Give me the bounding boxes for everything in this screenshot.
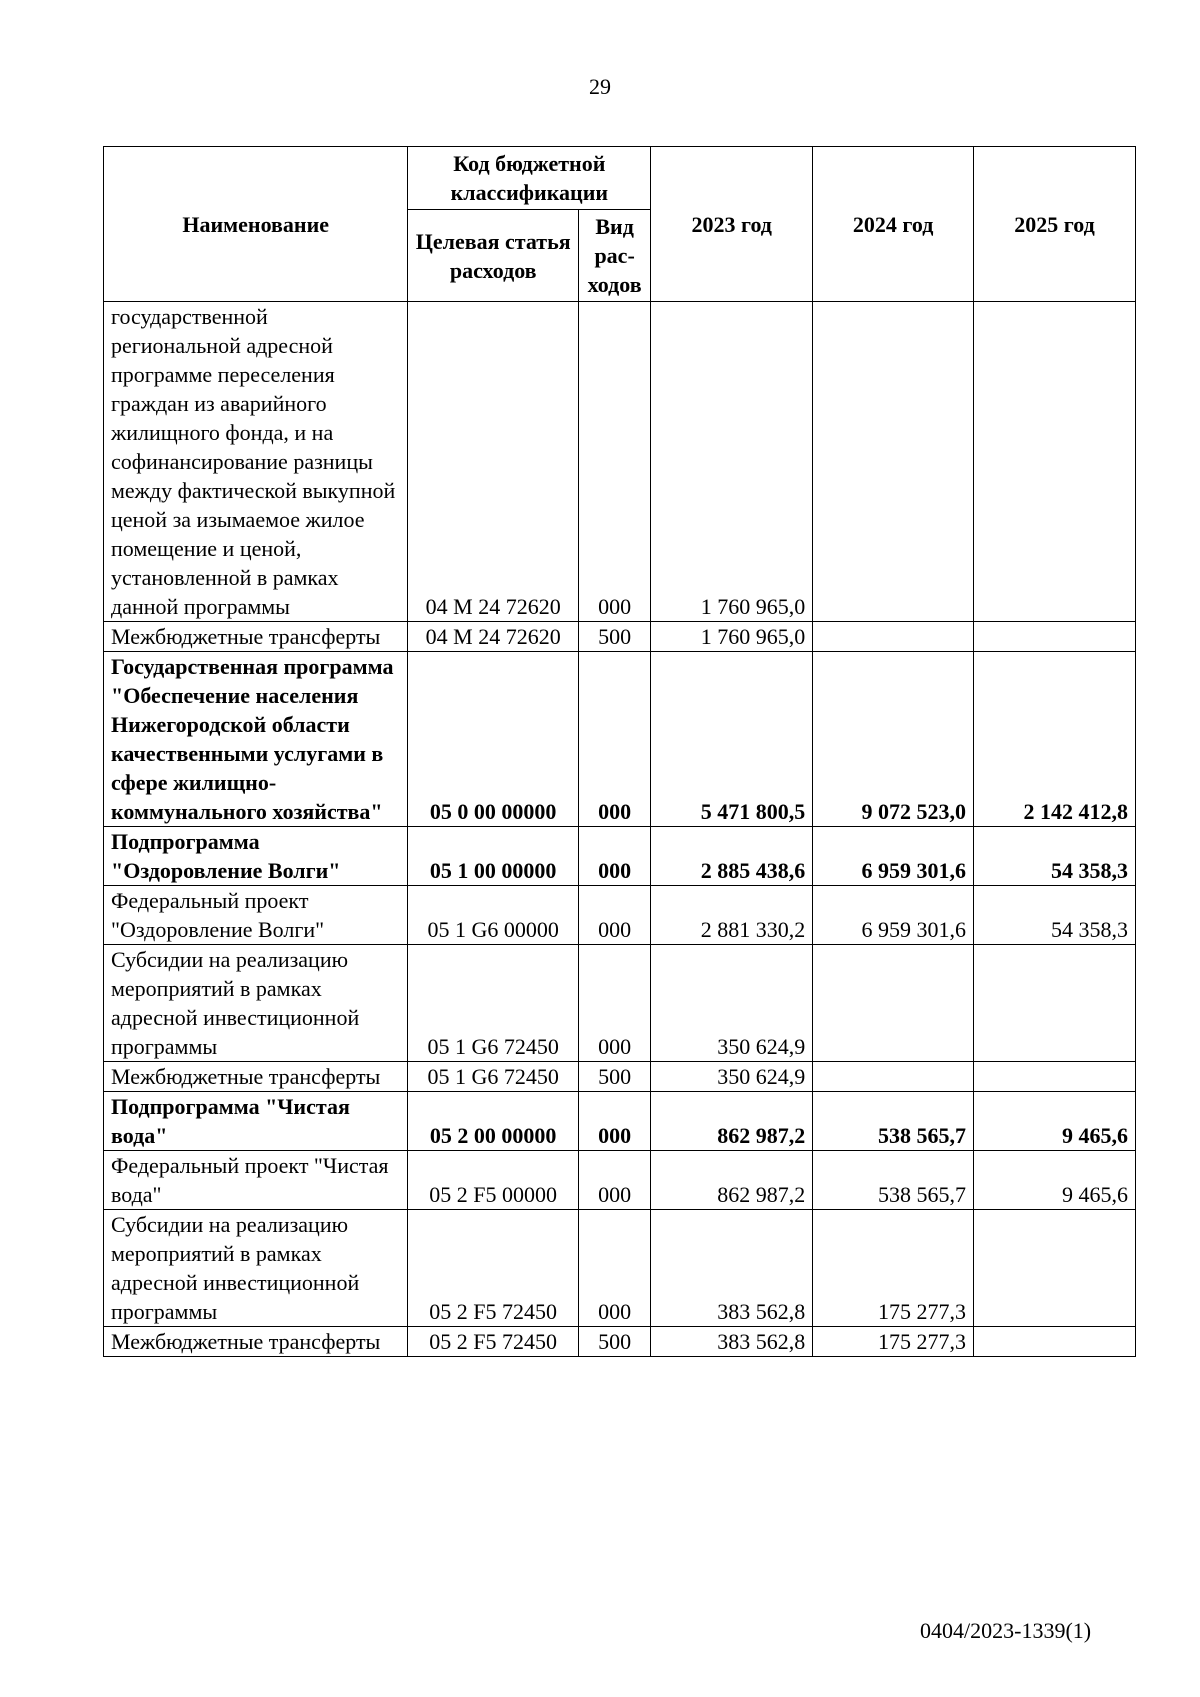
row-value-2024: 538 565,7 (813, 1151, 974, 1210)
row-value-2024: 6 959 301,6 (813, 827, 974, 886)
row-expense-type: 500 (578, 622, 650, 652)
row-name: Федеральный проект "Чистая вода" (104, 1151, 408, 1210)
row-expense-type: 000 (578, 1151, 650, 1210)
table-row (104, 886, 1136, 945)
row-target-code: 05 1 G6 72450 (408, 1062, 579, 1092)
row-value-2023: 1 760 965,0 (651, 302, 813, 622)
row-value-2025 (974, 622, 1136, 652)
row-value-2025 (974, 945, 1136, 1062)
row-value-2025 (974, 1210, 1136, 1327)
row-value-2023: 350 624,9 (651, 945, 813, 1062)
row-value-2025: 9 465,6 (974, 1151, 1136, 1210)
row-value-2025: 54 358,3 (974, 827, 1136, 886)
row-value-2023: 350 624,9 (651, 1062, 813, 1092)
row-expense-type: 000 (578, 827, 650, 886)
header-2023: 2023 год (651, 147, 813, 302)
row-value-2023: 2 881 330,2 (651, 886, 813, 945)
row-target-code: 05 2 F5 00000 (408, 1151, 579, 1210)
row-name: Субсидии на реализацию мероприятий в рамках адресной инвестиционной программы (104, 1210, 408, 1327)
header-name: Наименование (104, 147, 408, 302)
row-value-2024 (813, 302, 974, 622)
row-expense-type: 000 (578, 1092, 650, 1151)
row-expense-type: 000 (578, 1210, 650, 1327)
table-row (104, 1062, 1136, 1092)
row-expense-type: 000 (578, 945, 650, 1062)
row-name: Межбюджетные трансферты (104, 1327, 408, 1357)
row-target-code: 05 0 00 00000 (408, 652, 579, 827)
row-target-code: 05 1 G6 72450 (408, 945, 579, 1062)
row-target-code: 05 2 00 00000 (408, 1092, 579, 1151)
row-value-2025: 2 142 412,8 (974, 652, 1136, 827)
row-value-2024 (813, 622, 974, 652)
table-row (104, 1151, 1136, 1210)
header-code-group: Код бюджетной классификации (408, 147, 651, 210)
row-value-2025 (974, 1062, 1136, 1092)
table-row (104, 945, 1136, 1062)
header-target: Целевая статья расходов (408, 210, 579, 302)
row-expense-type: 500 (578, 1327, 650, 1357)
row-value-2024: 175 277,3 (813, 1327, 974, 1357)
row-value-2025: 54 358,3 (974, 886, 1136, 945)
row-name: Субсидии на реализацию мероприятий в рамках адресной инвестиционной программы (104, 945, 408, 1062)
row-value-2023: 5 471 800,5 (651, 652, 813, 827)
row-expense-type: 000 (578, 652, 650, 827)
row-expense-type: 500 (578, 1062, 650, 1092)
row-value-2023: 1 760 965,0 (651, 622, 813, 652)
row-value-2024: 175 277,3 (813, 1210, 974, 1327)
row-name: Подпрограмма "Чистая вода" (104, 1092, 408, 1151)
document-id: 0404/2023-1339(1) (920, 1618, 1092, 1643)
header-2024: 2024 год (813, 147, 974, 302)
row-value-2024: 9 072 523,0 (813, 652, 974, 827)
table-body (104, 302, 1136, 1357)
row-target-code: 04 М 24 72620 (408, 302, 579, 622)
table-header (104, 147, 1136, 302)
row-value-2024: 538 565,7 (813, 1092, 974, 1151)
row-target-code: 05 1 00 00000 (408, 827, 579, 886)
row-name: государственной региональной адресной программе переселения граждан из аварийного жилищного фонда, и на софинансирование разницы между фактической выкупной ценой за изымаемое жилое помещение и ценой, установленной в рамках данной программы (104, 302, 408, 622)
table-row (104, 1327, 1136, 1357)
header-vid: Вид рас-ходов (578, 210, 650, 302)
row-value-2024: 6 959 301,6 (813, 886, 974, 945)
row-target-code: 04 М 24 72620 (408, 622, 579, 652)
table-row (104, 302, 1136, 622)
row-name: Межбюджетные трансферты (104, 1062, 408, 1092)
table-row (104, 1092, 1136, 1151)
row-expense-type: 000 (578, 302, 650, 622)
row-target-code: 05 1 G6 00000 (408, 886, 579, 945)
header-2025: 2025 год (974, 147, 1136, 302)
row-name: Государственная программа "Обеспечение населения Нижегородской области качественными услугами в сфере жилищно-коммунального хозяйства" (104, 652, 408, 827)
table-row (104, 622, 1136, 652)
row-value-2025 (974, 1327, 1136, 1357)
row-expense-type: 000 (578, 886, 650, 945)
row-name: Межбюджетные трансферты (104, 622, 408, 652)
row-target-code: 05 2 F5 72450 (408, 1210, 579, 1327)
row-value-2024 (813, 1062, 974, 1092)
row-value-2025: 9 465,6 (974, 1092, 1136, 1151)
row-value-2023: 383 562,8 (651, 1210, 813, 1327)
row-value-2023: 862 987,2 (651, 1151, 813, 1210)
row-name: Федеральный проект "Оздоровление Волги" (104, 886, 408, 945)
page-number: 29 (589, 74, 611, 99)
row-value-2024 (813, 945, 974, 1062)
row-name: Подпрограмма "Оздоровление Волги" (104, 827, 408, 886)
table-row (104, 652, 1136, 827)
row-value-2023: 2 885 438,6 (651, 827, 813, 886)
budget-table (103, 146, 1136, 1357)
table-row (104, 827, 1136, 886)
table-row (104, 1210, 1136, 1327)
row-value-2025 (974, 302, 1136, 622)
row-target-code: 05 2 F5 72450 (408, 1327, 579, 1357)
row-value-2023: 383 562,8 (651, 1327, 813, 1357)
row-value-2023: 862 987,2 (651, 1092, 813, 1151)
